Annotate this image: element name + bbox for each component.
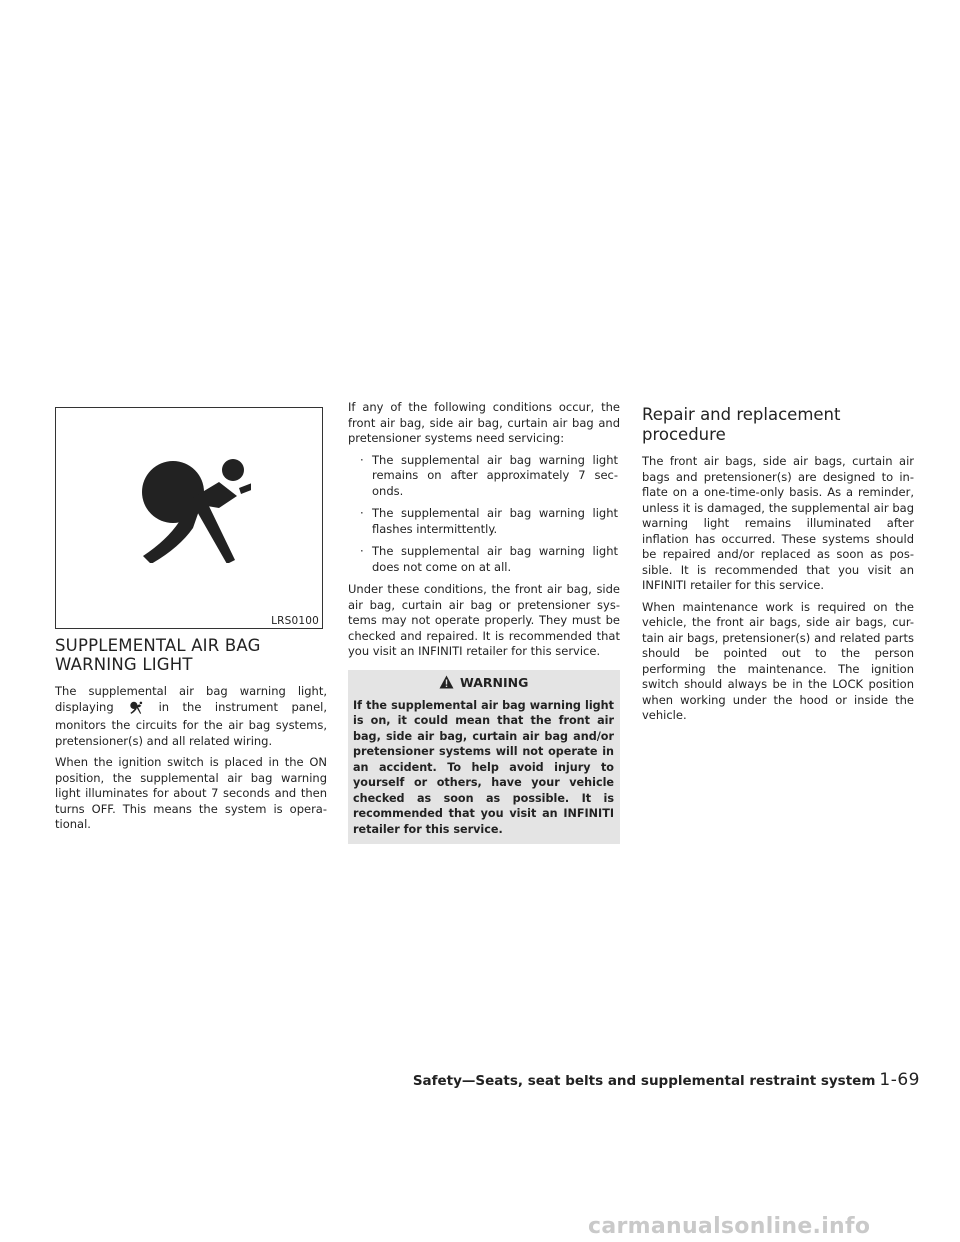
section-title-line2: WARNING LIGHT [55, 655, 193, 674]
warning-triangle-icon [439, 675, 454, 689]
list-item [348, 453, 620, 500]
repair-title: Repair and replacement procedure [642, 405, 841, 444]
section-title [55, 636, 327, 674]
middle-column [348, 400, 620, 844]
list-item-text: The supplemental air bag warning light remains on after approximately 7 sec-onds. [372, 452, 618, 498]
conditions-after: Under these conditions, the front air bag, side air bag, curtain air bag or pretensioner sys-tems may not operate properly. They must be checked and repaired. It is recommended that you visit an INFINITI retailer for this service. [348, 582, 620, 658]
conditions-list [348, 453, 620, 576]
airbag-warning-figure [55, 407, 323, 629]
right-column [642, 400, 914, 730]
airbag-warning-icon [131, 448, 251, 563]
left-column [55, 400, 327, 839]
page-footer [413, 1070, 920, 1090]
watermark: carmanualsonline.info [588, 1214, 871, 1239]
intro-text-before-icon: The supplemental air bag warning light, displaying [55, 684, 327, 714]
warning-heading [353, 674, 614, 692]
warning-box [348, 670, 620, 845]
section-title-line1: SUPPLEMENTAL AIR BAG [55, 636, 261, 655]
page-number: 1-69 [879, 1070, 920, 1090]
airbag-warning-inline-icon [129, 700, 143, 719]
chapter-title: Safety—Seats, seat belts and supplemental restraint system [412, 1073, 876, 1089]
list-item [348, 544, 620, 575]
ignition-paragraph: When the ignition switch is placed in the ON position, the supplemental air bag warning light illuminates for about 7 seconds and then turns OFF. This means the system is opera-tional. [55, 755, 327, 831]
figure-code: LRS0100 [271, 615, 319, 627]
bullet-icon: · [360, 544, 364, 558]
list-item [348, 506, 620, 537]
warning-text: If the supplemental air bag warning light is on, it could mean that the front air bag, side air bag, curtain air bag and/or pretensioner systems will not operate in an accident. To help avoid injury to yourself or others, have your vehicle checked as soon as possible. It is recommended that you visit an INFINITI retailer for this service. [353, 698, 614, 836]
intro-text-after-icon: in the instrument panel, monitors the circuits for the air bag systems, pretensioner(s) and all related wiring. [55, 699, 328, 748]
bullet-icon: · [360, 506, 364, 520]
list-item-text: The supplemental air bag warning light flashes intermittently. [372, 506, 618, 536]
repair-paragraph-2: When maintenance work is required on the vehicle, the front air bags, side air bags, cur-tain air bags, pretensioner(s) and related parts should be pointed out to the person performing the maintenance. The ignition switch should always be in the LOCK position when working under the hood or inside the vehicle. [642, 599, 914, 722]
bullet-icon: · [360, 452, 364, 467]
list-item-text: The supplemental air bag warning light does not come on at all. [372, 544, 618, 574]
conditions-intro: If any of the following conditions occur, the front air bag, side air bag, curtain air bag and pretensioner systems need servicing: [348, 400, 620, 445]
intro-paragraph [55, 684, 327, 749]
warning-label: WARNING [460, 674, 529, 690]
repair-paragraph-1: The front air bags, side air bags, curtain air bags and pretensioner(s) are designed to in-flate on a one-time-only basis. As a reminder, unless it is damaged, the supplemental air bag warning light remains illuminated after inflation has occurred. These systems should be repaired and/or replaced as soon as pos-sible. It is recommended that you visit an INFINITI retailer for this service. [642, 454, 914, 592]
